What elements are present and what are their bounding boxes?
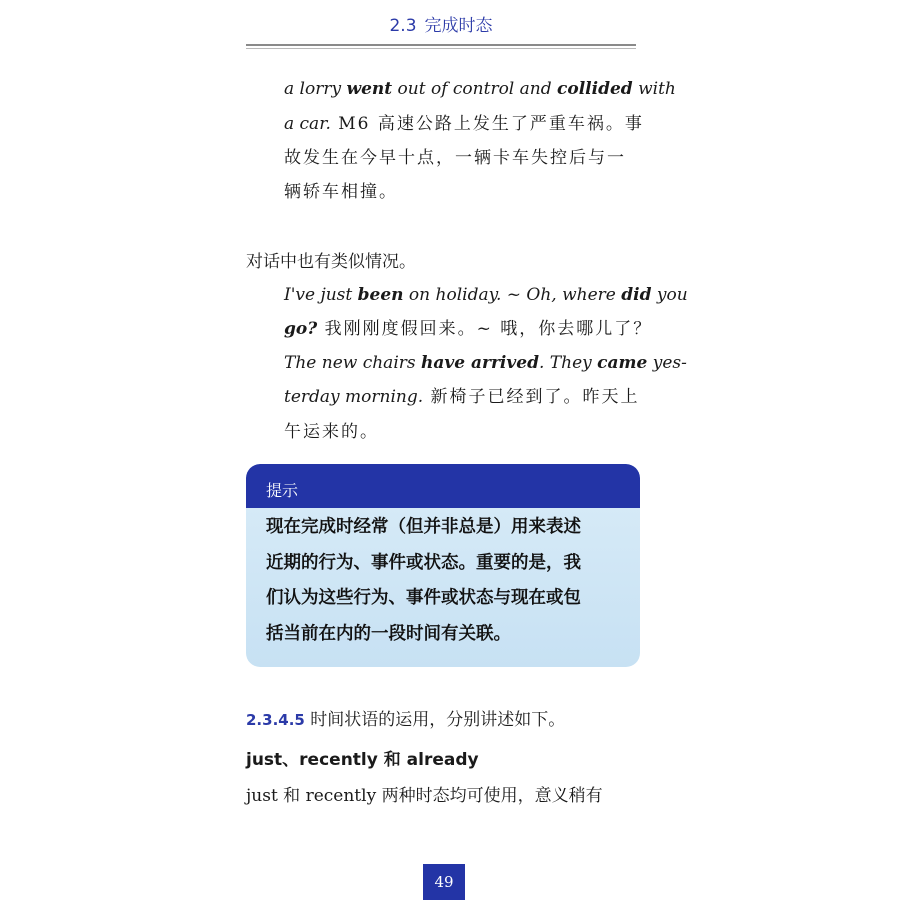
- tip-line: 们认为这些行为、事件或状态与现在或包: [266, 588, 581, 608]
- paragraph-dialogue: 对话中也有类似情况。: [246, 252, 416, 272]
- example2-line5: 午运来的。: [284, 422, 379, 442]
- example1-line2: a car. M6 高速公路上发生了严重车祸。事: [284, 114, 644, 134]
- example1-line1: a lorry went out of control and collided with: [284, 79, 676, 99]
- example2-line3: The new chairs have arrived. They came yes-: [284, 353, 687, 373]
- tip-box: [246, 464, 640, 667]
- tip-line: 近期的行为、事件或状态。重要的是，我: [266, 553, 581, 573]
- tip-line: 括当前在内的一段时间有关联。: [266, 624, 511, 644]
- header-section-number: 2.3: [389, 16, 417, 36]
- section-heading: [246, 708, 565, 732]
- section-text: 时间状语的运用，分别讲述如下。: [304, 710, 566, 730]
- example2-line4: terday morning. 新椅子已经到了。昨天上: [284, 387, 640, 407]
- header-section-title: 完成时态: [424, 16, 493, 36]
- tip-box-header: [246, 464, 640, 508]
- page-number: 49: [423, 864, 465, 900]
- tip-line: 现在完成时经常（但并非总是）用来表述: [266, 517, 581, 537]
- section-number: 2.3.4.5: [246, 711, 305, 729]
- example2-line2: go? 我刚刚度假回来。~ 哦，你去哪儿了？: [284, 319, 653, 339]
- example1-line4: 辆轿车相撞。: [284, 182, 398, 202]
- subheading: just、recently 和 already: [246, 750, 479, 770]
- body-last-line: just 和 recently 两种时态均可使用，意义稍有: [246, 786, 603, 806]
- running-header: [246, 14, 636, 48]
- header-rule-thin: [246, 48, 636, 49]
- tip-box-title: 提示: [266, 481, 299, 500]
- example1-line3: 故发生在今早十点，一辆卡车失控后与一: [284, 148, 626, 168]
- header-rule: [246, 44, 636, 46]
- example2-line1: I've just been on holiday. ~ Oh, where did you: [284, 285, 688, 305]
